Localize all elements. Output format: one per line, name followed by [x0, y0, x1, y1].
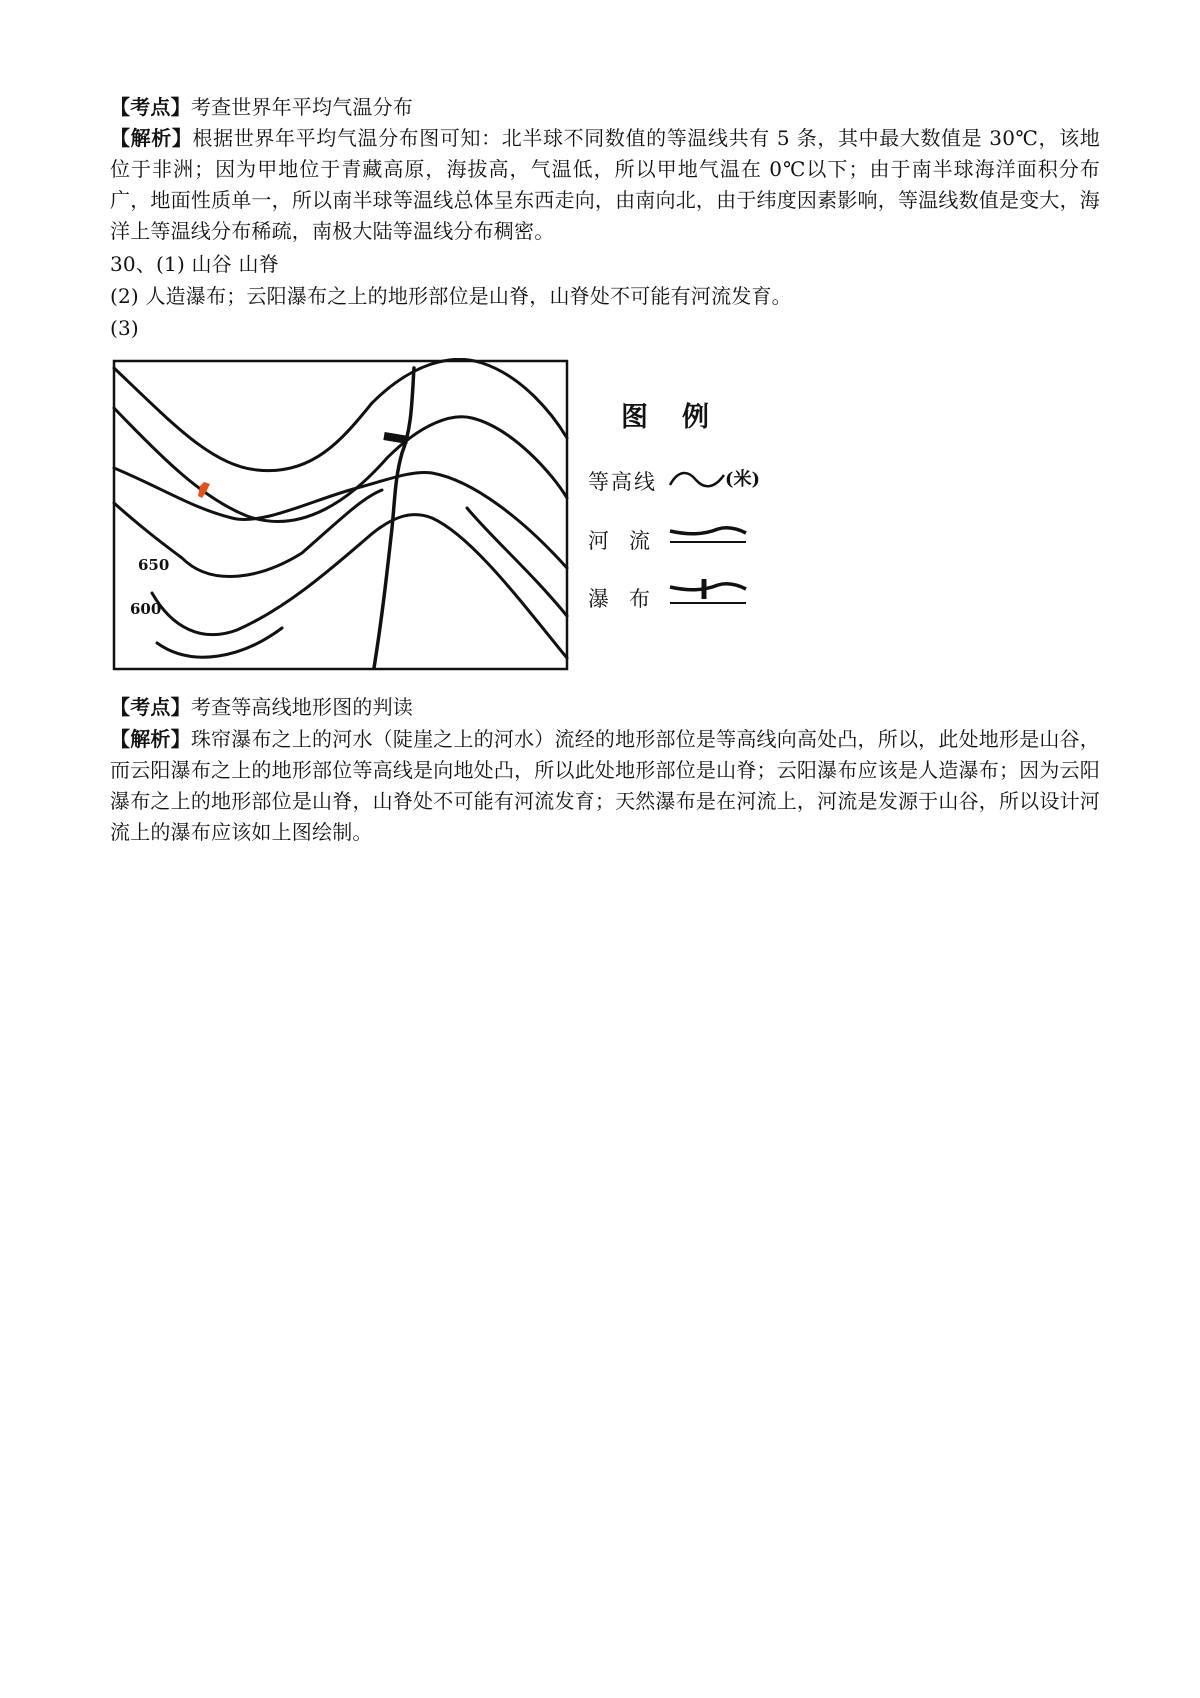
jiexi-tag: 【解析】 [110, 126, 193, 150]
kaodian-tag: 【考点】 [110, 695, 191, 719]
contour-map-figure [112, 358, 572, 676]
q30-part1: 30、(1) 山谷 山脊 [110, 252, 279, 276]
contour-line-5 [152, 515, 567, 658]
jiexi-paragraph-2 [110, 724, 1100, 848]
kaodian-tag: 【考点】 [110, 95, 191, 119]
kaodian-line-1 [110, 92, 1100, 123]
kaodian-line-2 [110, 692, 1100, 723]
legend-title: 图例 [621, 402, 743, 433]
map-legend [588, 395, 808, 635]
contour-label-600: 600 [130, 600, 162, 618]
contour-line-1 [114, 359, 567, 470]
river-symbol-icon [668, 521, 748, 551]
jiexi-text: 珠帘瀑布之上的河水（陡崖之上的河水）流经的地形部位是等高线向高处凸，所以，此处地形是山谷，而云阳瀑布之上的地形部位等高线是向地处凸，所以此处地形部位是山脊；云阳瀑布应该是人造瀑布；因为云阳瀑布之上的地形部位是山脊，山脊处不可能有河流发育；天然瀑布是在河流上，河流是发源于山谷，所以设计河流上的瀑布应该如上图绘制。 [110, 727, 1100, 844]
waterfall-mark [384, 436, 408, 440]
q30-part3: (3) [110, 316, 139, 340]
waterfall-symbol-icon [668, 575, 748, 609]
jiexi-text: 根据世界年平均气温分布图可知：北半球不同数值的等温线共有 5 条，其中最大数值是 30℃，该地位于非洲；因为甲地位于青藏高原，海拔高，气温低，所以甲地气温在 0℃以下；由于南半球海洋面积分布广，地面性质单一，所以南半球等温线总体呈东西走向，由南向北，由于纬度因素影响，等温线数值是变大，海洋上等温线分布稀疏，南极大陆等温线分布稠密。 [110, 126, 1100, 243]
legend-contour-label: 等高线 [588, 470, 657, 494]
jiexi-tag: 【解析】 [110, 727, 191, 751]
contour-symbol-icon [668, 465, 726, 495]
contour-label-650: 650 [138, 556, 170, 574]
legend-river-label: 河流 [588, 529, 670, 553]
legend-waterfall-label: 瀑布 [588, 587, 670, 611]
contour-line-6 [157, 628, 282, 657]
legend-contour-unit: (米) [725, 469, 761, 490]
jiexi-paragraph-1 [110, 123, 1100, 247]
contour-line-4b [467, 508, 567, 616]
map-frame [114, 361, 567, 669]
river-line [374, 368, 414, 668]
kaodian-text: 考查等高线地形图的判读 [190, 695, 414, 719]
contour-line-3 [114, 468, 232, 518]
q30-part2: (2) 人造瀑布；云阳瀑布之上的地形部位是山脊，山脊处不可能有河流发育。 [110, 284, 792, 308]
kaodian-text: 考查世界年平均气温分布 [190, 95, 414, 119]
